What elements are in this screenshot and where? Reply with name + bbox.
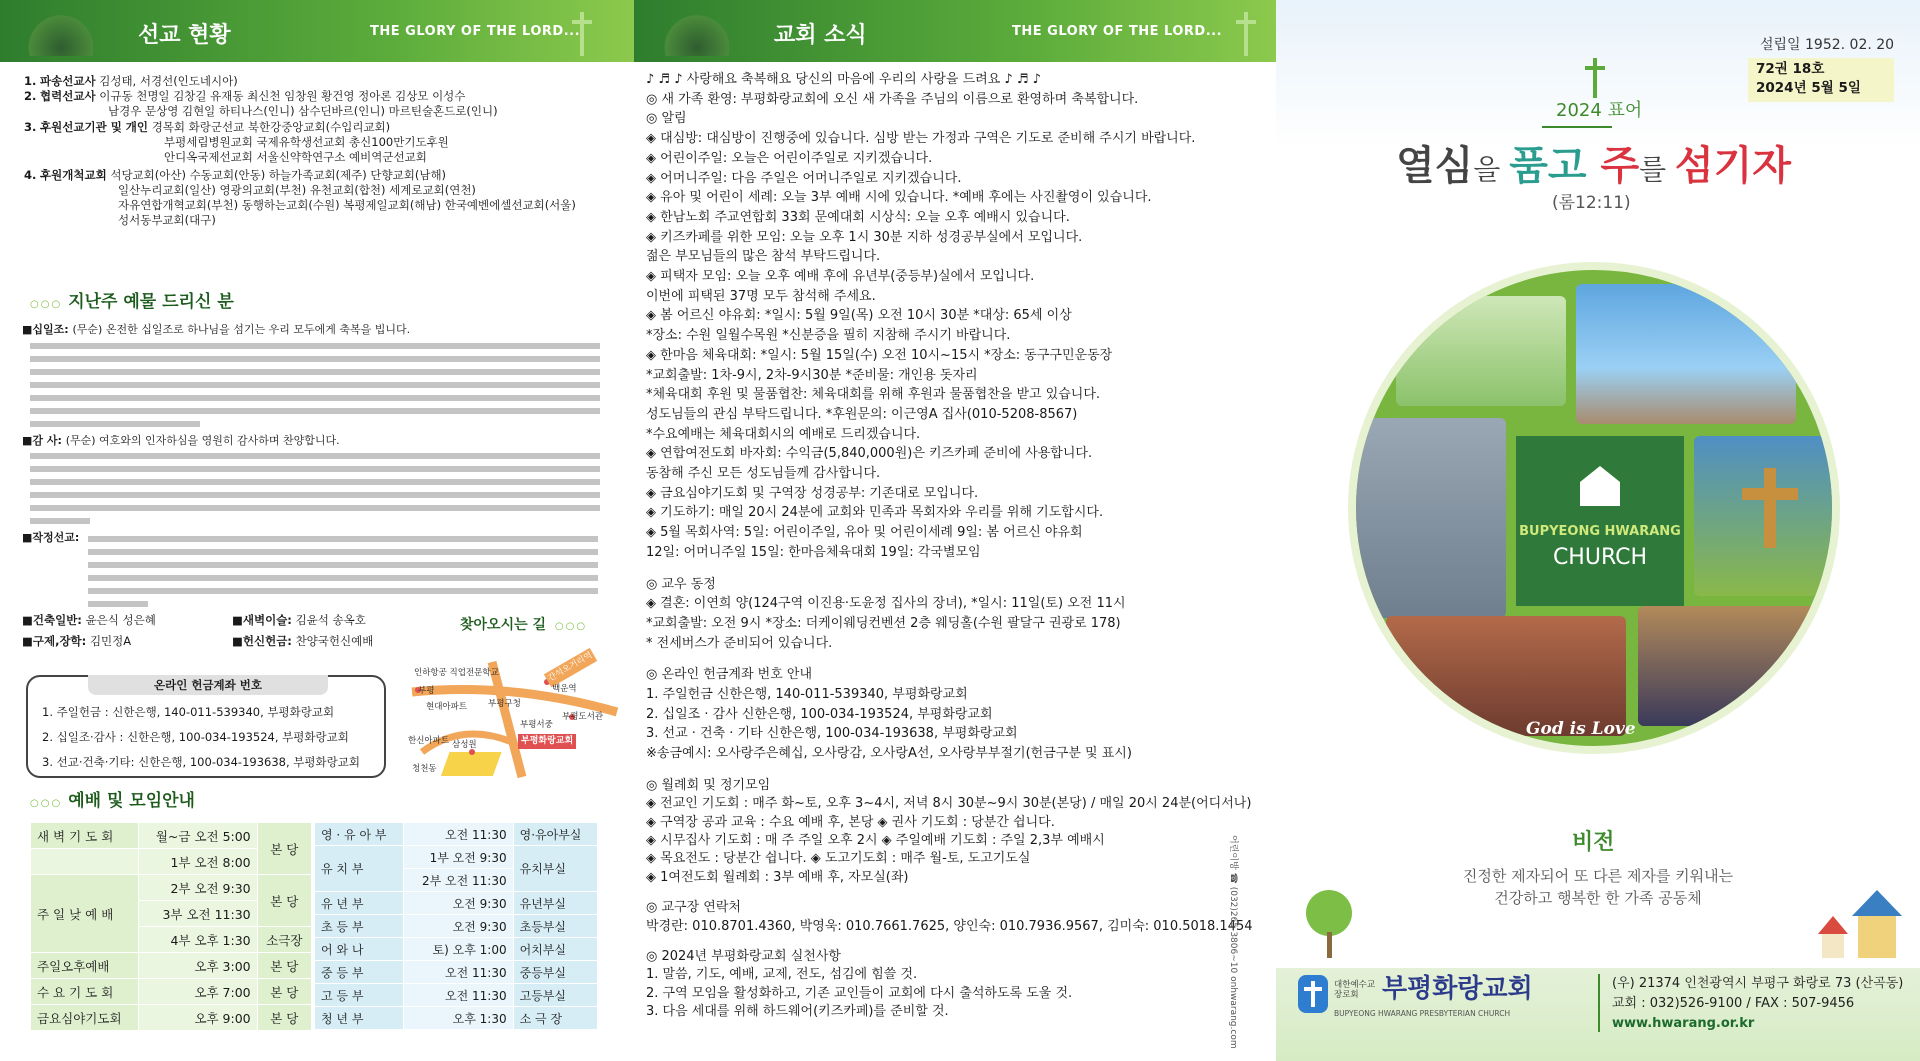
news-line: 이번에 피택된 37명 모두 참석해 주세요. <box>646 288 876 304</box>
issue-date: 2024년 5월 5일 <box>1756 80 1861 96</box>
news-line: ◈ 봄 어르신 야유회: *일시: 5월 9일(목) 오전 10시 30분 *대상: 65세 이상 <box>646 308 1072 324</box>
news-line: 1. 말씀, 기도, 예배, 교제, 전도, 섬김에 힘쓸 것. <box>646 967 918 983</box>
offering-names-block <box>30 339 600 431</box>
news-line: ※송금예시: 오사랑주은혜십, 오사랑감, 오사랑A선, 오사랑부부절기(헌금구분 및 표시) <box>646 746 1132 762</box>
left-panel <box>0 0 634 1061</box>
table-row: 새 벽 기 도 회 월~금 오전 5:00 본 당 <box>31 823 312 849</box>
names-texture <box>30 339 600 431</box>
mission-item: 2. 협력선교사 이규동 천명일 김창길 유재동 최신천 임창원 황건영 정아론 김상모 이성수 <box>24 89 466 103</box>
church-en-name: BUPYEONG HWARANG <box>1519 524 1681 539</box>
map-title: 찾아오시는 길 ○○○ <box>460 617 588 633</box>
news-line: ♪ ♬ ♪ 사랑해요 축복해요 당신의 마음에 우리의 사랑을 드려요 ♪ ♬ ♪ <box>646 72 1041 87</box>
names-texture <box>88 532 598 610</box>
news-line: ◈ 어머니주일: 다음 주일은 어머니주일로 지키겠습니다. <box>646 170 962 186</box>
mission-item: 1. 파송선교사 김성태, 서경선(인도네시아) <box>24 74 238 88</box>
offering-label: ■작정선교: <box>22 531 80 544</box>
cross-icon <box>1583 58 1607 102</box>
glory-text: THE GLORY OF THE LORD... <box>1012 24 1223 39</box>
news-line: ◎ 온라인 헌금계좌 번호 안내 <box>646 667 813 683</box>
table-row: 유 치 부 1부 오전 9:30 유치부실 <box>315 846 598 869</box>
divider <box>1598 974 1600 1032</box>
mission-item: 부평세림병원교회 국제유학생선교회 총신100만기도후원 <box>164 135 449 149</box>
news-line: ◈ 1여전도회 월례회 : 3부 예배 후, 자모실(좌) <box>646 869 909 885</box>
baptism-photo <box>1638 606 1838 726</box>
news-header <box>634 0 1276 62</box>
issue-number: 72권 18호 <box>1756 61 1825 77</box>
offering-extra: ■헌신헌금: 찬양국헌신예배 <box>232 634 374 648</box>
map-label: 현대아파트 <box>426 702 468 712</box>
news-line: *교회출발: 1차-9시, 2차-9시30분 *준비물: 개인용 돗자리 <box>646 367 978 383</box>
mission-item: 4. 후원개척교회 석당교회(아산) 수동교회(안동) 하늘가족교회(제주) 단향교회(남해) <box>24 168 447 182</box>
cover-panel <box>1276 0 1920 1061</box>
news-line: 젊은 부모님들의 많은 참석 부탁드립니다. <box>646 249 881 265</box>
news-line: ◈ 5월 목회사역: 5일: 어린이주일, 유아 및 어린이세례 9일: 봄 어르신 야유회 <box>646 525 1083 541</box>
names-texture <box>30 449 600 529</box>
dots-icon: ○○○ <box>554 621 588 632</box>
denomination: 대한예수교 장로회 <box>1334 980 1376 1000</box>
mission-item: 3. 후원선교기관 및 개인 경목회 화랑군선교 북한강중앙교회(수입리교회) <box>24 120 391 134</box>
map-label: 한신아파트 <box>408 736 450 746</box>
mission-header-title: 선교 현황 <box>138 23 231 48</box>
motto-underline <box>1542 126 1612 128</box>
table-row: 청 년 부 오후 1:30 소 극 장 <box>315 1007 598 1030</box>
year-motto: 열심을 품고 주를 섬기자 <box>1396 143 1791 189</box>
mission-item: 남경우 문상영 김현일 하티나스(인니) 삼수딘바르(인니) 마르틴술혼드로(인니) <box>108 104 498 118</box>
news-line: ◈ 한마음 체육대회: *일시: 5월 15일(수) 오전 10시~15시 *장소: 동구구민운동장 <box>646 347 1113 363</box>
map-label: 청천동 <box>412 764 437 774</box>
news-line: ◈ 결혼: 이연희 양(124구역 이진용·도윤정 집사의 장녀), *일시: 11일(토) 오전 11시 <box>646 596 1126 612</box>
news-line: ◎ 알림 <box>646 111 687 127</box>
table-row: 중 등 부 오전 11:30 중등부실 <box>315 961 598 984</box>
table-row: 1부 오전 8:00 <box>31 849 312 875</box>
dots-icon: ○○○ <box>30 798 63 809</box>
offering-label: ■감 사: (무순) 여호와의 인자하심을 영원히 감사하며 찬양합니다. <box>22 434 340 447</box>
news-line: 박경란: 010.8701.4360, 박영욱: 010.7661.7625, 양인숙: 010.7936.9567, 김미숙: 010.5018.1454 <box>646 918 1253 934</box>
news-line: *체육대회 후원 및 물품협찬: 체육대회를 위해 후원과 물품협찬을 받고 있습니다. <box>646 387 1101 403</box>
wooden-cross <box>1764 468 1776 548</box>
offering-names-block <box>88 532 598 610</box>
table-row: 유 년 부 오전 9:30 유년부실 <box>315 892 598 915</box>
news-line: ◈ 금요심야기도회 및 구역장 성경공부: 기존대로 모입니다. <box>646 485 979 501</box>
god-is-love: God is Love <box>1526 719 1636 739</box>
news-line: ◈ 유아 및 어린이 세례: 오늘 3부 예배 시에 있습니다. *예배 후에는 사진촬영이 있습니다. <box>646 190 1152 206</box>
news-line: ◈ 시무집사 기도회 : 매 주 주일 오후 2시 ◈ 주일예배 기도회 : 주일 2,3부 예배시 <box>646 833 1105 848</box>
news-panel <box>634 0 1276 1061</box>
news-header-title: 교회 소식 <box>774 23 867 48</box>
child-photo <box>1356 418 1506 618</box>
offering-extra: ■구제,장학: 김민정A <box>22 634 132 648</box>
vision-line: 건강하고 행복한 한 가족 공동체 <box>1494 889 1702 907</box>
map-label: 부평구청 <box>488 699 521 709</box>
choir-photo <box>1386 616 1626 736</box>
news-line: *수요예배는 체육대회시의 예배로 드리겠습니다. <box>646 426 921 442</box>
account-line: 2. 십일조·감사 : 신한은행, 100-034-193524, 부평화랑교회 <box>42 730 349 744</box>
table-row: 주일오후예배 오후 3:00 본 당 <box>31 953 312 979</box>
church-en-name-2: CHURCH <box>1552 545 1648 570</box>
mission-item: 성서동부교회(대구) <box>118 213 216 227</box>
account-line: 1. 주일헌금 : 신한은행, 140-011-539340, 부평화랑교회 <box>42 705 335 719</box>
news-line: ◈ 대심방: 대심방이 진행중에 있습니다. 심방 받는 가정과 구역은 기도로 준비해 주시기 바랍니다. <box>646 131 1196 147</box>
news-line: ◈ 피택자 모임: 오늘 오후 예배 후에 유년부(중등부)실에서 모입니다. <box>646 269 1035 284</box>
table-row: 주 일 낮 예 배 2부 오전 9:30 본 당 <box>31 875 312 901</box>
map-church-label: 부평화랑교회 <box>518 734 576 749</box>
news-line: * 전세버스가 준비되어 있습니다. <box>646 635 833 651</box>
schedule-table-main <box>30 822 312 1031</box>
table-row: 초 등 부 오전 9:30 초등부실 <box>315 915 598 938</box>
news-line: ◎ 2024년 부평화랑교회 실천사항 <box>646 949 841 964</box>
houses-illustration <box>1816 890 1906 964</box>
news-line: 동참해 주신 모든 성도님들께 감사합니다. <box>646 466 881 481</box>
map-label: 부평서중 <box>520 720 553 730</box>
offering-label: ■십일조: (무순) 온전한 십일조로 하나님을 섬기는 우리 모두에게 축복을 빕니다. <box>22 323 411 336</box>
news-line: 3. 선교 · 건축 · 기타 신한은행, 100-034-193638, 부평화랑교회 <box>646 726 1018 742</box>
church-logo-panel <box>1516 436 1684 606</box>
mission-item: 안디옥국제선교회 서울신약학연구소 예비역군선교회 <box>164 150 427 164</box>
news-line: ◎ 교우 동정 <box>646 576 716 592</box>
news-line: 성도님들의 관심 부탁드립니다. *후원문의: 이근영A 집사(010-5208-8567) <box>646 406 1078 422</box>
table-row: 어 와 나 토) 오후 1:00 어치부실 <box>315 938 598 961</box>
church-building-photo <box>1576 284 1796 424</box>
year-motto-label: 2024 표어 <box>1556 100 1643 121</box>
map-label: 부평 <box>418 686 435 696</box>
address: (우) 21374 인천광역시 부평구 화랑로 73 (산곡동) <box>1612 976 1904 991</box>
wooden-cross <box>1742 488 1798 500</box>
motto-verse: (롬12:11) <box>1552 193 1631 213</box>
offering-extra: ■새벽이슬: 김윤석 송옥호 <box>232 613 366 627</box>
cover-photo-collage <box>1348 262 1840 754</box>
tree-illustration <box>1306 890 1356 960</box>
table-row: 3부 오전 11:30 <box>31 901 312 927</box>
schedule-table-dept <box>314 822 598 1030</box>
offering-extra: ■건축일반: 윤은식 성은혜 <box>22 613 156 627</box>
account-box <box>26 675 386 778</box>
landscape-icon <box>656 14 738 56</box>
news-line: ◈ 한남노회 주교연합회 33회 문예대회 시상식: 오늘 오후 예배시 있습니다. <box>646 209 1070 225</box>
table-row: 2부 오전 11:30 <box>315 869 598 892</box>
news-line: 1. 주일헌금 신한은행, 140-011-539340, 부평화랑교회 <box>646 687 968 702</box>
news-line: 2. 구역 모임을 활성화하고, 기존 교인들이 교회에 다시 출석하도록 도울 것. <box>646 985 1073 1001</box>
map-label: 인하항공 직업전문학교 <box>414 668 499 678</box>
vision-line: 진정한 제자되어 또 다른 제자를 키워내는 <box>1462 867 1734 885</box>
church-name: 부평화랑교회 <box>1382 974 1533 1004</box>
account-line: 3. 선교·건축·기타: 신한은행, 100-034-193638, 부평화랑교회 <box>42 755 360 769</box>
news-line: ◈ 연합여전도회 바자회: 수익금(5,840,000원)은 키즈카페 준비에 사용합니다. <box>646 446 1093 462</box>
news-line: ◎ 교구장 연락처 <box>646 900 741 916</box>
founded-date: 설립일 1952. 02. 20 <box>1760 37 1895 53</box>
mission-item: 자유연합개혁교회(부천) 동행하는교회(수원) 복평제일교회(해남) 한국예벤에셀선교회(서울) <box>118 198 576 212</box>
news-line: ◈ 기도하기: 매일 20시 24분에 교회와 민족과 목회자와 우리를 위해 기도합시다. <box>646 505 1104 521</box>
offering-names-block <box>30 449 600 529</box>
issue-box <box>1748 58 1894 102</box>
news-line: ◈ 구역장 공과 교육 : 수요 예배 후, 본당 ◈ 권사 기도회 : 당분간 쉽니다. <box>646 814 1055 830</box>
church-logo <box>1298 975 1328 1013</box>
side-contact: 어린이방 ☎ (032)265-3806~10 onhwarang.com <box>1228 835 1238 1049</box>
news-line: ◈ 어린이주일: 오늘은 어린이주일로 지키겠습니다. <box>646 150 933 166</box>
news-line: *장소: 수원 일월수목원 *신분증을 필히 지참해 주시기 바랍니다. <box>646 328 1011 344</box>
map-label: 부평도서관 <box>562 712 604 722</box>
news-line: *교회출발: 오전 9시 *장소: 더케이웨딩컨벤션 2층 웨딩홀(수원 팔달구 권광로 178) <box>646 615 1121 631</box>
news-line: ◎ 월례회 및 정기모임 <box>646 777 771 793</box>
news-line: ◎ 새 가족 환영: 부평화랑교회에 오신 새 가족을 주님의 이름으로 환영하며 축복합니다. <box>646 91 1139 107</box>
table-row: 금요심야기도회 오후 9:00 본 당 <box>31 1005 312 1031</box>
news-line: 2. 십일조 · 감사 신한은행, 100-034-193524, 부평화랑교회 <box>646 706 993 722</box>
map-label: 백운역 <box>552 684 577 694</box>
schedule-title: ○○○ 예배 및 모임안내 <box>30 791 195 811</box>
mission-item: 일산누리교회(일산) 영광의교회(부천) 유천교회(합천) 세계로교회(연천) <box>118 183 476 197</box>
table-row: 4부 오후 1:30 소극장 <box>31 927 312 953</box>
news-line: ◈ 전교인 기도회 : 매주 화~토, 오후 3~4시, 저녁 8시 30분~9시 30분(본당) / 매일 20시 24분(어디서나) <box>646 796 1252 812</box>
location-map <box>402 652 622 782</box>
offering-title: ○○○ 지난주 예물 드리신 분 <box>30 292 234 312</box>
news-line: 12일: 어머니주일 15일: 한마음체육대회 19일: 각국별모임 <box>646 544 981 560</box>
cross-icon <box>570 12 594 56</box>
map-label: 삼성원 <box>452 740 477 750</box>
mission-header <box>0 0 634 62</box>
news-line: ◈ 키즈카페를 위한 모임: 오늘 오후 1시 30분 지하 성경공부실에서 모입니다. <box>646 229 1083 245</box>
map-label: 간석오거리역 <box>544 648 598 688</box>
glory-text: THE GLORY OF THE LORD... <box>370 24 581 39</box>
church-name-en: BUPYEONG HWARANG PRESBYTERIAN CHURCH <box>1334 1009 1511 1018</box>
news-line: ◈ 목요전도 : 당분간 쉽니다. ◈ 도고기도회 : 매주 월-토, 도고기도실 <box>646 851 1031 867</box>
website-link[interactable]: www.hwarang.or.kr <box>1612 1016 1755 1031</box>
church-house-icon <box>1580 466 1620 506</box>
vision-title: 비전 <box>1572 830 1615 855</box>
news-line: 3. 다음 세대를 위해 하드웨어(키즈카페)를 준비할 것. <box>646 1004 949 1020</box>
leaf-icon <box>20 14 102 56</box>
table-row: 영 · 유 아 부 오전 11:30 영·유아부실 <box>315 823 598 846</box>
cross-icon <box>1234 12 1258 56</box>
table-row: 수 요 기 도 회 오후 7:00 본 당 <box>31 979 312 1005</box>
dandelion-photo <box>1396 296 1566 406</box>
table-row: 고 등 부 오전 11:30 고등부실 <box>315 984 598 1007</box>
account-box-title: 온라인 헌금계좌 번호 <box>88 675 328 695</box>
phone: 교회 : 032)526-9100 / FAX : 507-9456 <box>1612 996 1855 1011</box>
dots-icon: ○○○ <box>30 299 63 310</box>
